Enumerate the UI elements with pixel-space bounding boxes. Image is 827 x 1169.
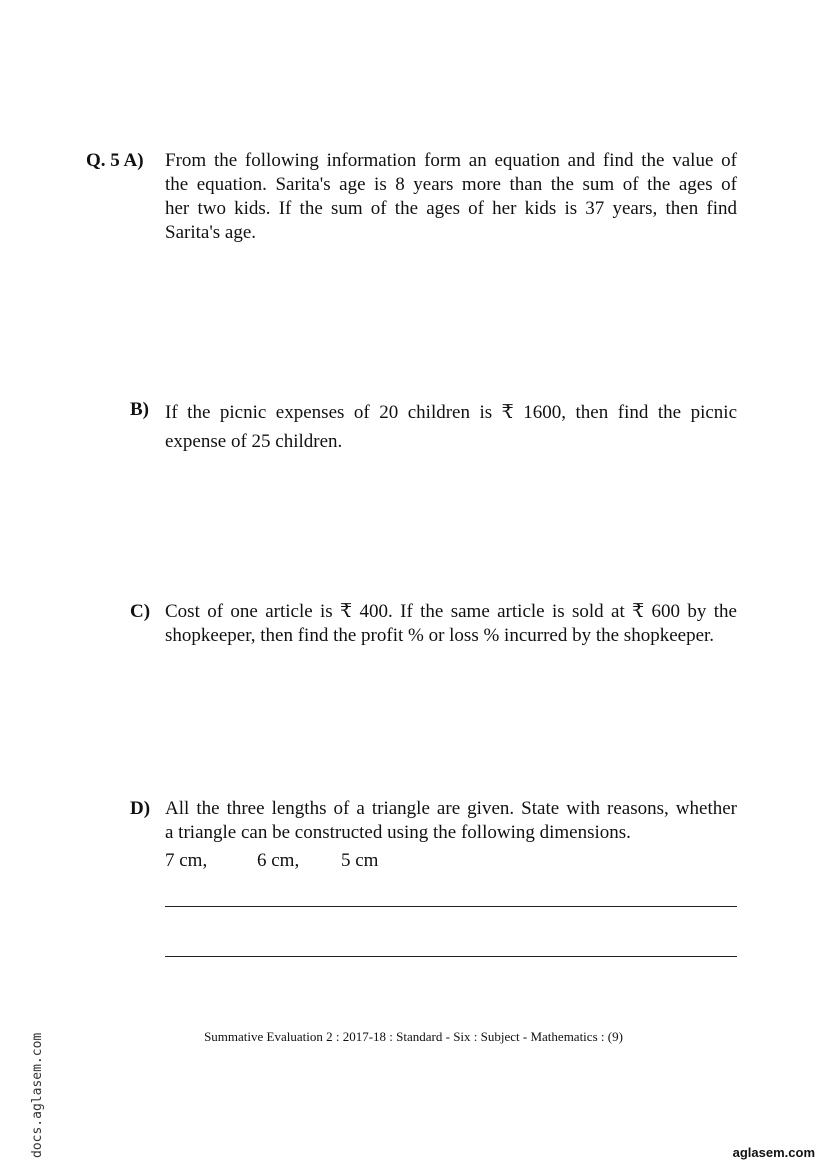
question-label: Q. 5 A) [86, 150, 144, 171]
dimension-value: 6 cm, [257, 850, 300, 871]
text-line: From the following information form an equation and find the value of [165, 150, 737, 171]
answer-line[interactable] [165, 956, 737, 957]
question-text [165, 149, 737, 245]
dimension-value: 7 cm, [165, 850, 208, 871]
question-label: D) [130, 798, 151, 819]
dimension-value: 5 cm [341, 850, 379, 871]
bottom-watermark: aglasem.com [732, 1145, 815, 1160]
text-line: the equation. Sarita's age is 8 years more than the sum of the ages of [165, 174, 737, 195]
footer-text: Summative Evaluation 2 : 2017-18 : Standard - Six : Subject - Mathematics : (9) [204, 1029, 623, 1044]
question-label: C) [130, 601, 151, 622]
text-line: If the picnic expenses of 20 children is ₹ 1600, then find the picnic [165, 402, 737, 423]
text-line: a triangle can be constructed using the following dimensions. [165, 822, 631, 843]
answer-line[interactable] [165, 906, 737, 907]
text-line: expense of 25 children. [165, 431, 343, 452]
text-line: shopkeeper, then find the profit % or loss % incurred by the shopkeeper. [165, 625, 715, 646]
vertical-watermark: docs.aglasem.com [30, 1032, 45, 1158]
question-text [165, 600, 737, 648]
text-line: Sarita's age. [165, 222, 257, 243]
question-label: B) [130, 399, 149, 420]
text-line: her two kids. If the sum of the ages of her kids is 37 years, then find [165, 198, 737, 219]
text-line: All the three lengths of a triangle are given. State with reasons, whether [165, 798, 737, 819]
question-text [165, 797, 737, 845]
page-footer [0, 1029, 827, 1045]
question-text [165, 398, 737, 456]
text-line: Cost of one article is ₹ 400. If the same article is sold at ₹ 600 by the [165, 601, 737, 622]
